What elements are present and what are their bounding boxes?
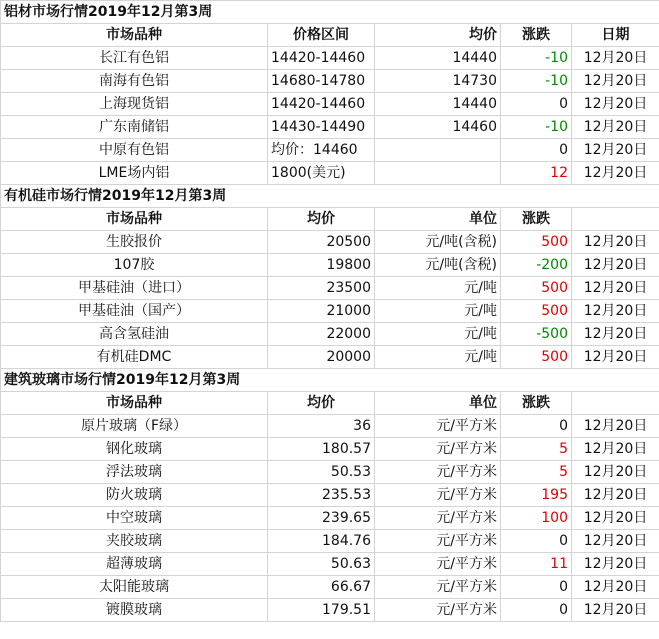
table-row <box>1 346 659 369</box>
product-cell[interactable]: 上海现货铝 <box>1 93 268 116</box>
section-title[interactable]: 建筑玻璃市场行情2019年12月第3周 <box>1 369 659 392</box>
avg-cell[interactable]: 184.76 <box>268 530 375 553</box>
change-cell[interactable]: 0 <box>501 415 572 438</box>
unit-cell[interactable]: 元/平方米 <box>375 530 501 553</box>
date-cell[interactable]: 12月20日 <box>572 116 659 139</box>
date-cell[interactable]: 12月20日 <box>572 461 659 484</box>
change-cell[interactable]: 0 <box>501 139 572 162</box>
change-cell[interactable]: 500 <box>501 300 572 323</box>
date-cell[interactable]: 12月20日 <box>572 415 659 438</box>
table-row <box>1 254 659 277</box>
change-cell[interactable]: 195 <box>501 484 572 507</box>
avg-cell[interactable]: 50.63 <box>268 553 375 576</box>
range-cell[interactable]: 14420-14460 <box>268 93 375 116</box>
product-cell[interactable]: 超薄玻璃 <box>1 553 268 576</box>
avg-cell[interactable]: 14730 <box>375 70 501 93</box>
avg-cell[interactable]: 19800 <box>268 254 375 277</box>
product-cell[interactable]: 甲基硅油（进口） <box>1 277 268 300</box>
change-cell[interactable]: 0 <box>501 599 572 622</box>
avg-cell[interactable]: 36 <box>268 415 375 438</box>
date-cell[interactable]: 12月20日 <box>572 162 659 185</box>
header-cell[interactable]: 单位 <box>375 208 501 231</box>
table-row <box>1 93 659 116</box>
avg-cell[interactable]: 20000 <box>268 346 375 369</box>
unit-cell[interactable]: 元/平方米 <box>375 576 501 599</box>
change-cell[interactable]: 5 <box>501 461 572 484</box>
header-cell[interactable]: 市场品种 <box>1 208 268 231</box>
date-cell[interactable]: 12月20日 <box>572 438 659 461</box>
product-cell[interactable]: 镀膜玻璃 <box>1 599 268 622</box>
avg-cell[interactable]: 14440 <box>375 47 501 70</box>
change-cell[interactable]: -10 <box>501 116 572 139</box>
change-cell[interactable]: -200 <box>501 254 572 277</box>
header-cell[interactable]: 单位 <box>375 392 501 415</box>
change-cell[interactable]: -500 <box>501 323 572 346</box>
avg-cell[interactable]: 14440 <box>375 93 501 116</box>
avg-cell[interactable]: 50.53 <box>268 461 375 484</box>
date-cell[interactable]: 12月20日 <box>572 70 659 93</box>
change-cell[interactable]: 100 <box>501 507 572 530</box>
date-cell[interactable]: 12月20日 <box>572 599 659 622</box>
header-row <box>1 392 659 415</box>
range-cell[interactable]: 均价：14460 <box>268 139 375 162</box>
table-row <box>1 438 659 461</box>
header-row <box>1 24 659 47</box>
table-row <box>1 507 659 530</box>
table-row <box>1 300 659 323</box>
section-title-row <box>1 1 659 24</box>
header-cell[interactable]: 涨跌 <box>501 208 572 231</box>
date-cell[interactable]: 12月20日 <box>572 300 659 323</box>
change-cell[interactable]: 0 <box>501 530 572 553</box>
header-cell[interactable]: 价格区间 <box>268 24 375 47</box>
table-row <box>1 47 659 70</box>
product-cell[interactable]: 高含氢硅油 <box>1 323 268 346</box>
avg-cell[interactable] <box>375 139 501 162</box>
section-title[interactable]: 铝材市场行情2019年12月第3周 <box>1 1 659 24</box>
unit-cell[interactable]: 元/平方米 <box>375 461 501 484</box>
product-cell[interactable]: 广东南储铝 <box>1 116 268 139</box>
range-cell[interactable]: 14420-14460 <box>268 47 375 70</box>
date-cell[interactable]: 12月20日 <box>572 323 659 346</box>
header-cell[interactable]: 涨跌 <box>501 392 572 415</box>
change-cell[interactable]: 11 <box>501 553 572 576</box>
table-row <box>1 553 659 576</box>
date-cell[interactable]: 12月20日 <box>572 553 659 576</box>
range-cell[interactable]: 1800(美元) <box>268 162 375 185</box>
unit-cell[interactable]: 元/平方米 <box>375 507 501 530</box>
table-row <box>1 461 659 484</box>
date-cell[interactable]: 12月20日 <box>572 484 659 507</box>
product-cell[interactable]: 有机硅DMC <box>1 346 268 369</box>
date-cell[interactable]: 12月20日 <box>572 254 659 277</box>
unit-cell[interactable]: 元/吨 <box>375 323 501 346</box>
product-cell[interactable]: 原片玻璃（F绿） <box>1 415 268 438</box>
table-row <box>1 599 659 622</box>
change-cell[interactable]: -10 <box>501 70 572 93</box>
section-title-row <box>1 369 659 392</box>
date-cell[interactable]: 12月20日 <box>572 139 659 162</box>
avg-cell[interactable]: 21000 <box>268 300 375 323</box>
unit-cell[interactable]: 元/吨(含税) <box>375 254 501 277</box>
unit-cell[interactable]: 元/平方米 <box>375 438 501 461</box>
product-cell[interactable]: 夹胶玻璃 <box>1 530 268 553</box>
change-cell[interactable]: 500 <box>501 346 572 369</box>
product-cell[interactable]: 107胶 <box>1 254 268 277</box>
range-cell[interactable]: 14430-14490 <box>268 116 375 139</box>
table-row <box>1 116 659 139</box>
table-row <box>1 323 659 346</box>
date-cell[interactable]: 12月20日 <box>572 530 659 553</box>
unit-cell[interactable]: 元/吨 <box>375 300 501 323</box>
date-cell[interactable]: 12月20日 <box>572 507 659 530</box>
date-cell[interactable]: 12月20日 <box>572 277 659 300</box>
product-cell[interactable]: 太阳能玻璃 <box>1 576 268 599</box>
product-cell[interactable]: 长江有色铝 <box>1 47 268 70</box>
unit-cell[interactable]: 元/平方米 <box>375 599 501 622</box>
date-cell[interactable]: 12月20日 <box>572 576 659 599</box>
header-cell[interactable]: 涨跌 <box>501 24 572 47</box>
product-cell[interactable]: 浮法玻璃 <box>1 461 268 484</box>
unit-cell[interactable]: 元/吨(含税) <box>375 231 501 254</box>
avg-cell[interactable]: 239.65 <box>268 507 375 530</box>
product-cell[interactable]: 甲基硅油（国产） <box>1 300 268 323</box>
unit-cell[interactable]: 元/平方米 <box>375 484 501 507</box>
product-cell[interactable]: LME场内铝 <box>1 162 268 185</box>
header-row <box>1 208 659 231</box>
table-row <box>1 576 659 599</box>
section-title-row <box>1 185 659 208</box>
avg-cell[interactable]: 23500 <box>268 277 375 300</box>
unit-cell[interactable]: 元/吨 <box>375 346 501 369</box>
section-title[interactable]: 有机硅市场行情2019年12月第3周 <box>1 185 659 208</box>
header-cell[interactable]: 均价 <box>375 24 501 47</box>
unit-cell[interactable]: 元/吨 <box>375 277 501 300</box>
change-cell[interactable]: 500 <box>501 231 572 254</box>
table-row <box>1 231 659 254</box>
product-cell[interactable]: 中原有色铝 <box>1 139 268 162</box>
product-cell[interactable]: 钢化玻璃 <box>1 438 268 461</box>
date-cell[interactable]: 12月20日 <box>572 231 659 254</box>
unit-cell[interactable]: 元/平方米 <box>375 415 501 438</box>
product-cell[interactable]: 南海有色铝 <box>1 70 268 93</box>
table-row <box>1 277 659 300</box>
table-row <box>1 415 659 438</box>
avg-cell[interactable]: 14460 <box>375 116 501 139</box>
date-cell[interactable]: 12月20日 <box>572 47 659 70</box>
product-cell[interactable]: 防火玻璃 <box>1 484 268 507</box>
avg-cell[interactable] <box>375 162 501 185</box>
header-cell[interactable] <box>572 392 659 415</box>
header-cell[interactable]: 市场品种 <box>1 24 268 47</box>
product-cell[interactable]: 中空玻璃 <box>1 507 268 530</box>
table-row <box>1 530 659 553</box>
table-row <box>1 70 659 93</box>
table-row <box>1 139 659 162</box>
date-cell[interactable]: 12月20日 <box>572 346 659 369</box>
date-cell[interactable]: 12月20日 <box>572 93 659 116</box>
avg-cell[interactable]: 66.67 <box>268 576 375 599</box>
header-cell[interactable]: 日期 <box>572 24 659 47</box>
avg-cell[interactable]: 179.51 <box>268 599 375 622</box>
change-cell[interactable]: -10 <box>501 47 572 70</box>
avg-cell[interactable]: 180.57 <box>268 438 375 461</box>
header-cell[interactable] <box>572 208 659 231</box>
table-row <box>1 162 659 185</box>
header-cell[interactable]: 市场品种 <box>1 392 268 415</box>
header-cell[interactable]: 均价 <box>268 392 375 415</box>
change-cell[interactable]: 0 <box>501 93 572 116</box>
change-cell[interactable]: 500 <box>501 277 572 300</box>
product-cell[interactable]: 生胶报价 <box>1 231 268 254</box>
avg-cell[interactable]: 20500 <box>268 231 375 254</box>
header-cell[interactable]: 均价 <box>268 208 375 231</box>
range-cell[interactable]: 14680-14780 <box>268 70 375 93</box>
avg-cell[interactable]: 22000 <box>268 323 375 346</box>
table-row <box>1 484 659 507</box>
change-cell[interactable]: 0 <box>501 576 572 599</box>
change-cell[interactable]: 12 <box>501 162 572 185</box>
change-cell[interactable]: 5 <box>501 438 572 461</box>
unit-cell[interactable]: 元/平方米 <box>375 553 501 576</box>
avg-cell[interactable]: 235.53 <box>268 484 375 507</box>
